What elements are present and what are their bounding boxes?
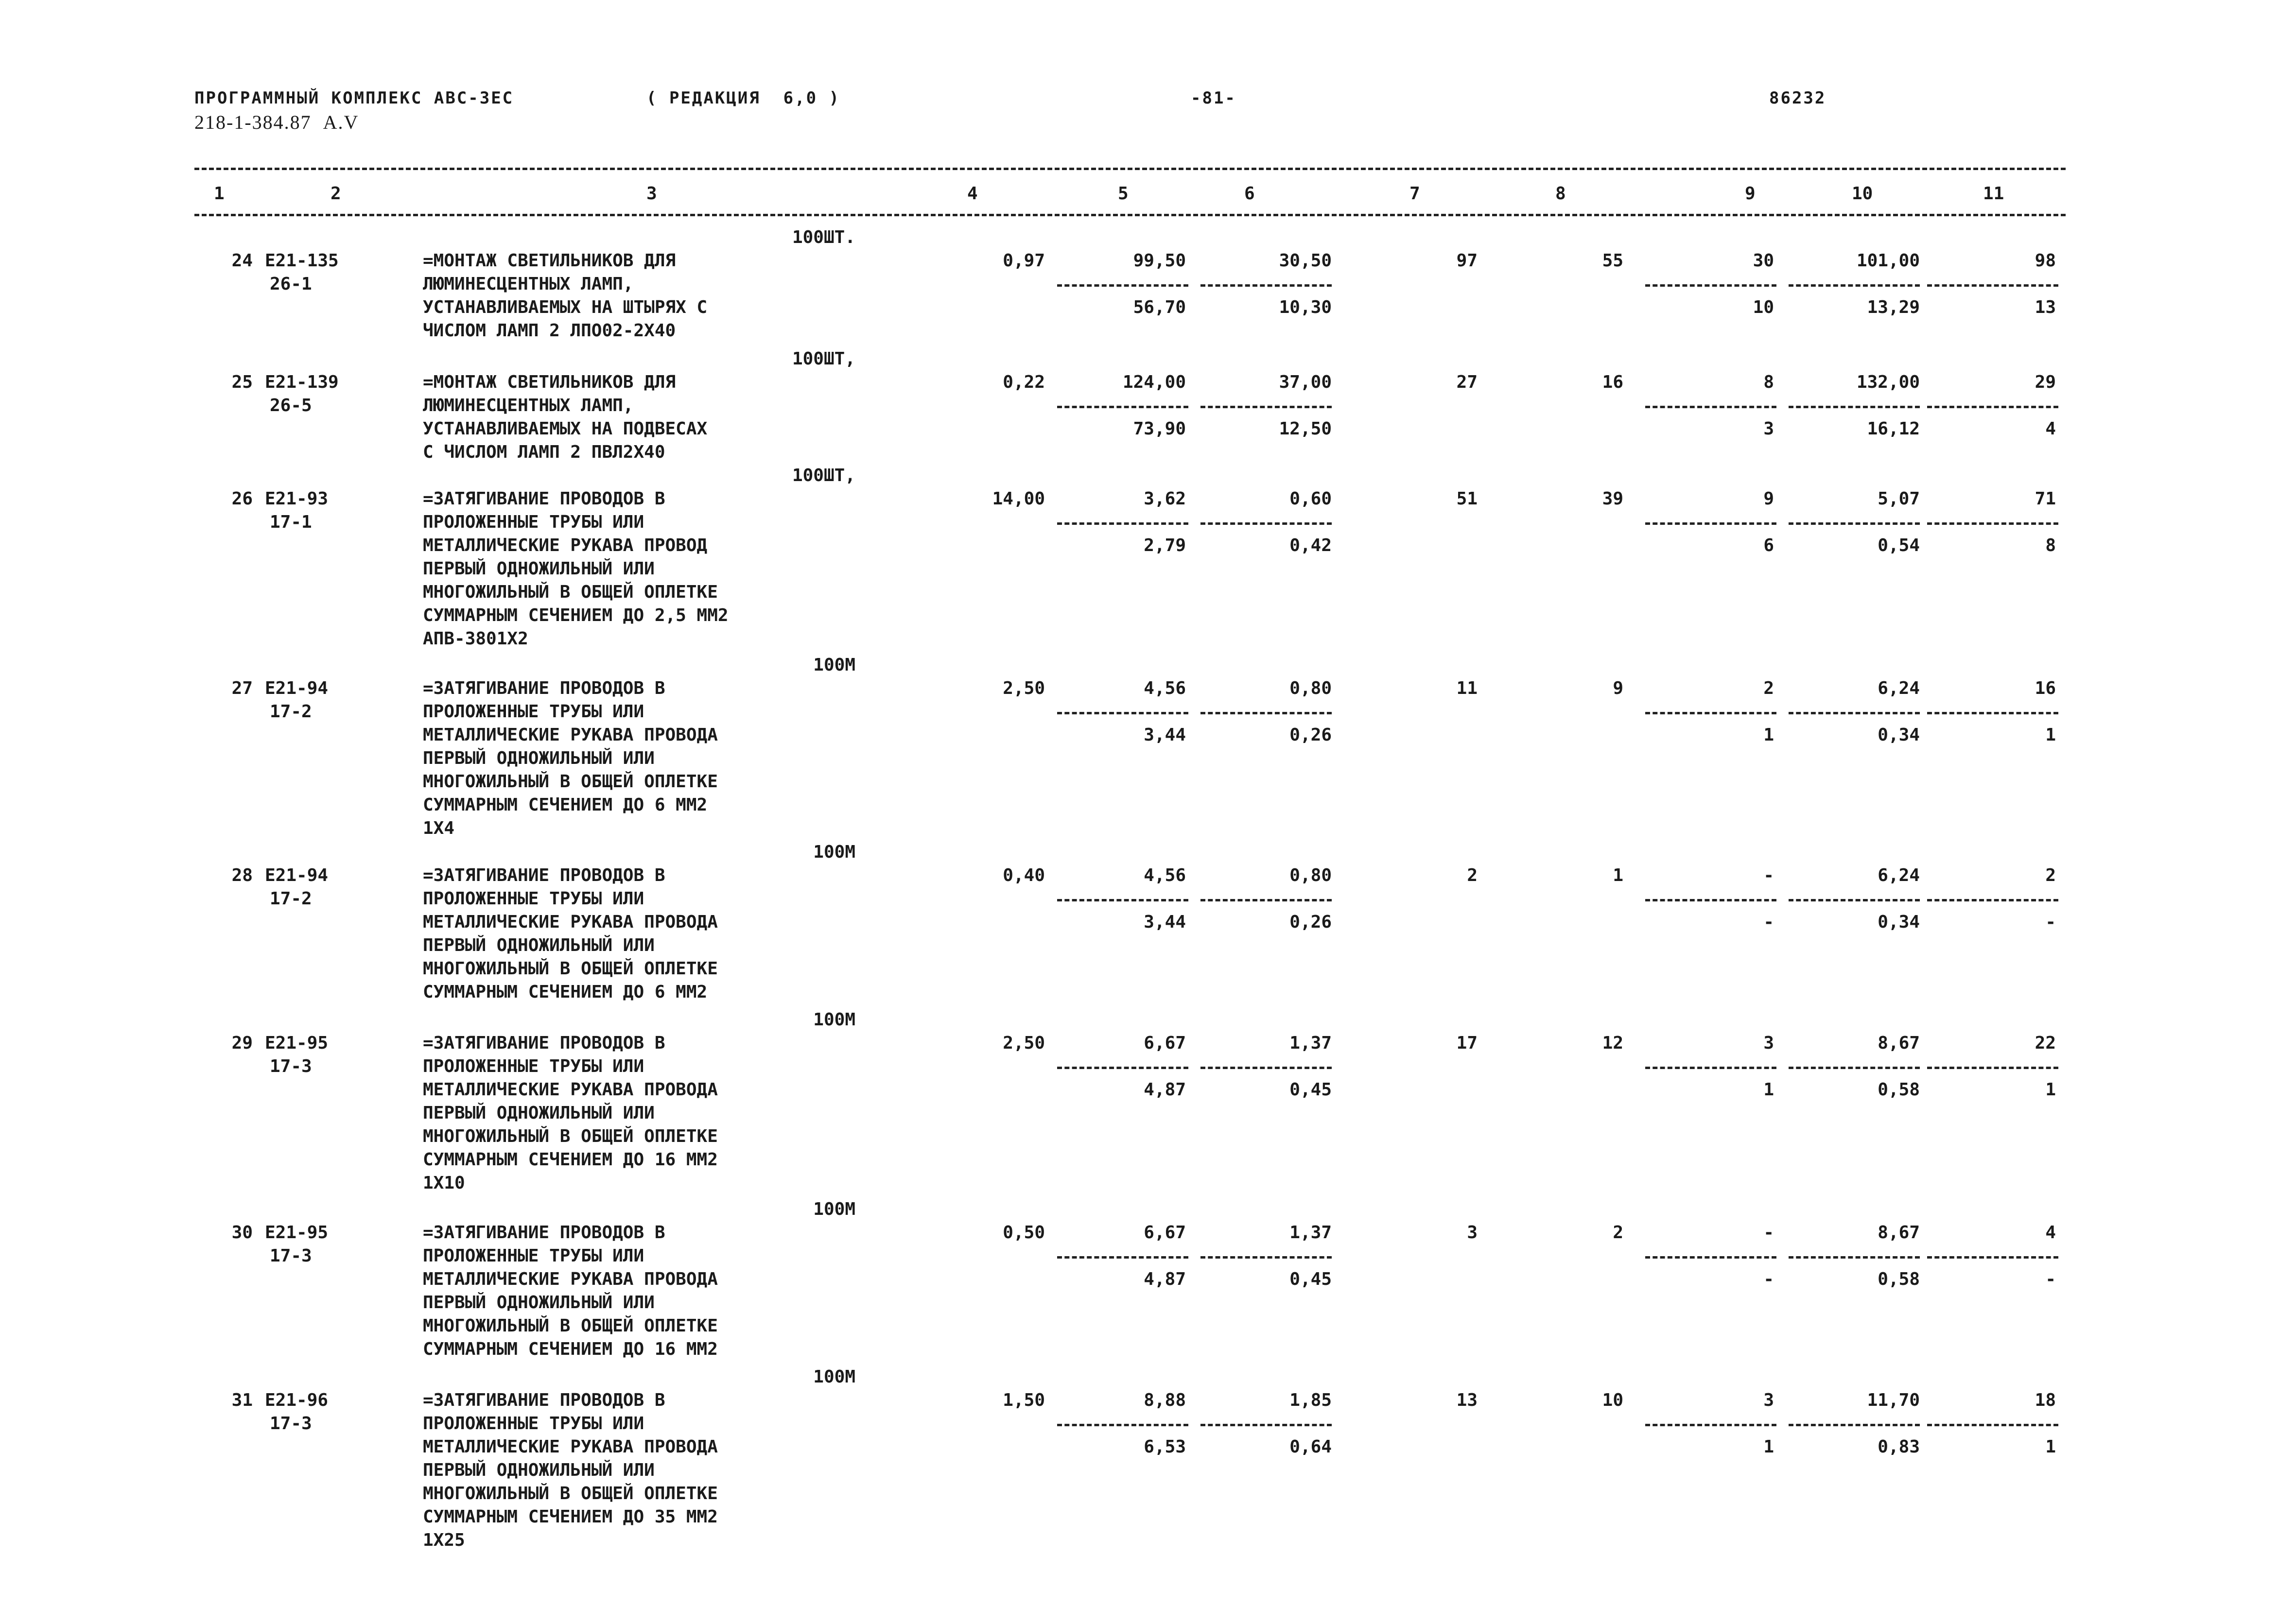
value-separator (1927, 406, 2058, 408)
adjusted-machine-cost: 0,54 (1878, 536, 1920, 555)
header-bottom-rule (194, 214, 2066, 216)
column-number-1: 1 (214, 184, 225, 204)
description-line: МНОГОЖИЛЬНЫЙ В ОБЩЕЙ ОПЛЕТКЕ (423, 1484, 718, 1503)
value-separator (1927, 1067, 2058, 1069)
row-number: 28 (231, 865, 253, 885)
description-line: ПЕРВЫЙ ОДНОЖИЛЬНЫЙ ИЛИ (423, 1460, 655, 1480)
machine-wage: 6 (1763, 536, 1774, 555)
unit-label: 100ШТ. (792, 227, 855, 247)
machine-wage: 3 (1763, 419, 1774, 439)
adjusted-machine-total: 8 (2045, 536, 2056, 555)
adjusted-total: 4 (2045, 1223, 2056, 1243)
adjusted-machine-cost: 0,34 (1878, 912, 1920, 932)
description-line: ПРОЛОЖЕННЫЕ ТРУБЫ ИЛИ (423, 889, 644, 909)
unit-cost-machine-wage: 0,64 (1289, 1437, 1332, 1457)
total-materials: 16 (1602, 372, 1623, 392)
value-separator (1789, 1067, 1920, 1069)
description-line: =МОНТАЖ СВЕТИЛЬНИКОВ ДЛЯ (423, 372, 676, 392)
adjusted-machine-total: - (2045, 1269, 2056, 1289)
row-number: 30 (231, 1223, 253, 1243)
quantity: 1,50 (1003, 1390, 1045, 1410)
description-line: МЕТАЛЛИЧЕСКИЕ РУКАВА ПРОВОДА (423, 1437, 718, 1457)
description-line: ПРОЛОЖЕННЫЕ ТРУБЫ ИЛИ (423, 1246, 644, 1266)
machine-wage: 1 (1763, 1080, 1774, 1100)
unit-cost-machine-wage: 12,50 (1279, 419, 1332, 439)
project-code: 218-1-384.87 А.V (194, 111, 359, 133)
adjusted-unit-cost: 11,70 (1867, 1390, 1920, 1410)
unit-cost-wage: 0,80 (1289, 865, 1332, 885)
value-separator (1789, 406, 1920, 408)
description-line: =ЗАТЯГИВАНИЕ ПРОВОДОВ В (423, 489, 665, 509)
column-number-8: 8 (1555, 184, 1566, 204)
column-number-6: 6 (1244, 184, 1255, 204)
total-wage: 3 (1763, 1390, 1774, 1410)
column-number-4: 4 (967, 184, 978, 204)
rate-code: Е21-95 (265, 1223, 329, 1243)
adjusted-machine-total: 1 (2045, 1437, 2056, 1457)
total-wage: 3 (1763, 1033, 1774, 1053)
value-separator (1200, 1424, 1332, 1426)
value-separator (1789, 1256, 1920, 1259)
description-line: АПВ-3801Х2 (423, 629, 528, 649)
unit-cost-total: 6,67 (1144, 1223, 1186, 1243)
adjusted-machine-total: - (2045, 912, 2056, 932)
adjusted-total: 98 (2035, 251, 2056, 271)
description-line: =ЗАТЯГИВАНИЕ ПРОВОДОВ В (423, 1390, 665, 1410)
total-materials: 12 (1602, 1033, 1623, 1053)
description-line: ПРОЛОЖЕННЫЕ ТРУБЫ ИЛИ (423, 1414, 644, 1434)
value-separator (1057, 712, 1188, 714)
unit-cost-total: 124,00 (1122, 372, 1186, 392)
total-wage: 30 (1753, 251, 1774, 271)
description-line: МЕТАЛЛИЧЕСКИЕ РУКАВА ПРОВОДА (423, 1269, 718, 1289)
description-line: С ЧИСЛОМ ЛАМП 2 ПВЛ2Х40 (423, 442, 665, 462)
total-materials: 1 (1613, 865, 1623, 885)
adjusted-unit-cost: 5,07 (1878, 489, 1920, 509)
unit-cost-machine: 3,44 (1144, 725, 1186, 745)
rate-code: Е21-94 (265, 678, 329, 698)
page-number: -81- (1191, 88, 1236, 108)
column-number-3: 3 (646, 184, 657, 204)
value-separator (1645, 899, 1776, 901)
rate-reference: 17-3 (270, 1246, 312, 1266)
column-number-2: 2 (330, 184, 341, 204)
total-cost: 11 (1456, 678, 1478, 698)
rate-code: Е21-96 (265, 1390, 329, 1410)
value-separator (1927, 712, 2058, 714)
description-line: МЕТАЛЛИЧЕСКИЕ РУКАВА ПРОВОДА (423, 1080, 718, 1100)
total-wage: - (1763, 865, 1774, 885)
column-number-7: 7 (1409, 184, 1420, 204)
header-top-rule (194, 168, 2066, 170)
quantity: 0,22 (1003, 372, 1045, 392)
total-wage: 2 (1763, 678, 1774, 698)
adjusted-machine-cost: 13,29 (1867, 297, 1920, 317)
description-line: =ЗАТЯГИВАНИЕ ПРОВОДОВ В (423, 865, 665, 885)
row-number: 25 (231, 372, 253, 392)
rate-code: Е21-94 (265, 865, 329, 885)
machine-wage: 1 (1763, 725, 1774, 745)
machine-wage: 1 (1763, 1437, 1774, 1457)
description-line: ПЕРВЫЙ ОДНОЖИЛЬНЫЙ ИЛИ (423, 1103, 655, 1123)
value-separator (1057, 899, 1188, 901)
rate-code: Е21-93 (265, 489, 329, 509)
rate-code: Е21-135 (265, 251, 339, 271)
description-line: ПРОЛОЖЕННЫЕ ТРУБЫ ИЛИ (423, 702, 644, 722)
value-separator (1200, 712, 1332, 714)
unit-label: 100М (813, 1367, 855, 1387)
column-number-11: 11 (1983, 184, 2004, 204)
edition-label: ( РЕДАКЦИЯ 6,0 ) (646, 88, 840, 108)
total-materials: 2 (1613, 1223, 1623, 1243)
description-line: МНОГОЖИЛЬНЫЙ В ОБЩЕЙ ОПЛЕТКЕ (423, 959, 718, 979)
description-line: СУММАРНЫМ СЕЧЕНИЕМ ДО 35 ММ2 (423, 1507, 718, 1527)
adjusted-unit-cost: 8,67 (1878, 1033, 1920, 1053)
rate-code: Е21-139 (265, 372, 339, 392)
description-line: ПЕРВЫЙ ОДНОЖИЛЬНЫЙ ИЛИ (423, 748, 655, 768)
value-separator (1927, 1424, 2058, 1426)
total-wage: 8 (1763, 372, 1774, 392)
value-separator (1645, 1067, 1776, 1069)
total-wage: - (1763, 1223, 1774, 1243)
value-separator (1645, 712, 1776, 714)
adjusted-machine-cost: 0,83 (1878, 1437, 1920, 1457)
total-cost: 17 (1456, 1033, 1478, 1053)
adjusted-total: 16 (2035, 678, 2056, 698)
description-line: =ЗАТЯГИВАНИЕ ПРОВОДОВ В (423, 1223, 665, 1243)
adjusted-machine-cost: 0,34 (1878, 725, 1920, 745)
unit-cost-wage: 1,37 (1289, 1223, 1332, 1243)
value-separator (1645, 1256, 1776, 1259)
adjusted-machine-cost: 0,58 (1878, 1080, 1920, 1100)
value-separator (1057, 1256, 1188, 1259)
value-separator (1200, 406, 1332, 408)
value-separator (1057, 522, 1188, 525)
description-line: =МОНТАЖ СВЕТИЛЬНИКОВ ДЛЯ (423, 251, 676, 271)
unit-cost-wage: 0,60 (1289, 489, 1332, 509)
machine-wage: 10 (1753, 297, 1774, 317)
description-line: МНОГОЖИЛЬНЫЙ В ОБЩЕЙ ОПЛЕТКЕ (423, 1316, 718, 1336)
value-separator (1057, 284, 1188, 287)
adjusted-total: 29 (2035, 372, 2056, 392)
value-separator (1789, 522, 1920, 525)
value-separator (1927, 522, 2058, 525)
unit-cost-wage: 1,37 (1289, 1033, 1332, 1053)
rate-reference: 17-2 (270, 889, 312, 909)
description-line: СУММАРНЫМ СЕЧЕНИЕМ ДО 6 ММ2 (423, 795, 708, 815)
description-line: ЛЮМИНЕСЦЕНТНЫХ ЛАМП, (423, 396, 634, 415)
total-materials: 9 (1613, 678, 1623, 698)
total-cost: 13 (1456, 1390, 1478, 1410)
unit-label: 100ШТ, (792, 466, 855, 485)
unit-cost-machine: 2,79 (1144, 536, 1186, 555)
quantity: 0,97 (1003, 251, 1045, 271)
value-separator (1789, 1424, 1920, 1426)
description-line: ПЕРВЫЙ ОДНОЖИЛЬНЫЙ ИЛИ (423, 1293, 655, 1313)
unit-cost-machine: 4,87 (1144, 1080, 1186, 1100)
value-separator (1789, 284, 1920, 287)
unit-cost-total: 99,50 (1133, 251, 1186, 271)
unit-cost-machine: 73,90 (1133, 419, 1186, 439)
rate-reference: 17-3 (270, 1056, 312, 1076)
adjusted-unit-cost: 6,24 (1878, 678, 1920, 698)
value-separator (1057, 1424, 1188, 1426)
total-cost: 3 (1467, 1223, 1478, 1243)
machine-wage: - (1763, 912, 1774, 932)
unit-cost-wage: 0,80 (1289, 678, 1332, 698)
row-number: 24 (231, 251, 253, 271)
row-number: 26 (231, 489, 253, 509)
program-title: ПРОГРАММНЫЙ КОМПЛЕКС АВС-3ЕС (194, 88, 514, 108)
description-line: МНОГОЖИЛЬНЫЙ В ОБЩЕЙ ОПЛЕТКЕ (423, 772, 718, 792)
unit-cost-total: 6,67 (1144, 1033, 1186, 1053)
total-materials: 39 (1602, 489, 1623, 509)
description-line: =ЗАТЯГИВАНИЕ ПРОВОДОВ В (423, 1033, 665, 1053)
description-line: СУММАРНЫМ СЕЧЕНИЕМ ДО 2,5 ММ2 (423, 605, 729, 625)
description-line: ЧИСЛОМ ЛАМП 2 ЛПО02-2Х40 (423, 321, 676, 341)
description-line: ПРОЛОЖЕННЫЕ ТРУБЫ ИЛИ (423, 1056, 644, 1076)
rate-reference: 17-1 (270, 512, 312, 532)
unit-cost-machine: 4,87 (1144, 1269, 1186, 1289)
quantity: 2,50 (1003, 678, 1045, 698)
description-line: МЕТАЛЛИЧЕСКИЕ РУКАВА ПРОВОД (423, 536, 708, 555)
value-separator (1200, 1256, 1332, 1259)
description-line: 1Х25 (423, 1530, 465, 1550)
unit-cost-machine-wage: 0,26 (1289, 725, 1332, 745)
value-separator (1927, 1256, 2058, 1259)
description-line: ПЕРВЫЙ ОДНОЖИЛЬНЫЙ ИЛИ (423, 559, 655, 579)
value-separator (1200, 899, 1332, 901)
rate-code: Е21-95 (265, 1033, 329, 1053)
value-separator (1645, 522, 1776, 525)
adjusted-total: 2 (2045, 865, 2056, 885)
row-number: 29 (231, 1033, 253, 1053)
value-separator (1200, 284, 1332, 287)
unit-cost-machine-wage: 0,42 (1289, 536, 1332, 555)
description-line: СУММАРНЫМ СЕЧЕНИЕМ ДО 16 ММ2 (423, 1150, 718, 1170)
value-separator (1789, 899, 1920, 901)
unit-cost-total: 4,56 (1144, 865, 1186, 885)
unit-cost-machine-wage: 0,45 (1289, 1080, 1332, 1100)
machine-wage: - (1763, 1269, 1774, 1289)
description-line: 1Х4 (423, 818, 455, 838)
value-separator (1645, 284, 1776, 287)
value-separator (1057, 406, 1188, 408)
unit-cost-machine: 56,70 (1133, 297, 1186, 317)
adjusted-machine-total: 4 (2045, 419, 2056, 439)
unit-label: 100М (813, 842, 855, 862)
value-separator (1789, 712, 1920, 714)
description-line: МЕТАЛЛИЧЕСКИЕ РУКАВА ПРОВОДА (423, 912, 718, 932)
rate-reference: 26-5 (270, 396, 312, 415)
quantity: 2,50 (1003, 1033, 1045, 1053)
unit-cost-wage: 30,50 (1279, 251, 1332, 271)
unit-cost-total: 4,56 (1144, 678, 1186, 698)
adjusted-total: 22 (2035, 1033, 2056, 1053)
description-line: ЛЮМИНЕСЦЕНТНЫХ ЛАМП, (423, 274, 634, 294)
description-line: ПЕРВЫЙ ОДНОЖИЛЬНЫЙ ИЛИ (423, 935, 655, 955)
value-separator (1057, 1067, 1188, 1069)
adjusted-machine-total: 1 (2045, 1080, 2056, 1100)
value-separator (1645, 1424, 1776, 1426)
unit-cost-total: 3,62 (1144, 489, 1186, 509)
value-separator (1200, 522, 1332, 525)
unit-label: 100ШТ, (792, 349, 855, 369)
total-cost: 97 (1456, 251, 1478, 271)
adjusted-total: 18 (2035, 1390, 2056, 1410)
total-cost: 51 (1456, 489, 1478, 509)
description-line: СУММАРНЫМ СЕЧЕНИЕМ ДО 6 ММ2 (423, 982, 708, 1002)
value-separator (1927, 284, 2058, 287)
adjusted-unit-cost: 6,24 (1878, 865, 1920, 885)
rate-reference: 26-1 (270, 274, 312, 294)
value-separator (1200, 1067, 1332, 1069)
adjusted-total: 71 (2035, 489, 2056, 509)
row-number: 31 (231, 1390, 253, 1410)
description-line: СУММАРНЫМ СЕЧЕНИЕМ ДО 16 ММ2 (423, 1339, 718, 1359)
quantity: 0,50 (1003, 1223, 1045, 1243)
description-line: МНОГОЖИЛЬНЫЙ В ОБЩЕЙ ОПЛЕТКЕ (423, 1126, 718, 1146)
value-separator (1645, 406, 1776, 408)
unit-label: 100М (813, 1010, 855, 1030)
unit-cost-wage: 1,85 (1289, 1390, 1332, 1410)
adjusted-unit-cost: 101,00 (1856, 251, 1920, 271)
description-line: =ЗАТЯГИВАНИЕ ПРОВОДОВ В (423, 678, 665, 698)
adjusted-machine-cost: 0,58 (1878, 1269, 1920, 1289)
description-line: 1Х10 (423, 1173, 465, 1193)
total-cost: 27 (1456, 372, 1478, 392)
unit-cost-total: 8,88 (1144, 1390, 1186, 1410)
description-line: МНОГОЖИЛЬНЫЙ В ОБЩЕЙ ОПЛЕТКЕ (423, 582, 718, 602)
rate-reference: 17-3 (270, 1414, 312, 1434)
adjusted-machine-cost: 16,12 (1867, 419, 1920, 439)
description-line: УСТАНАВЛИВАЕМЫХ НА ШТЫРЯХ С (423, 297, 708, 317)
description-line: ПРОЛОЖЕННЫЕ ТРУБЫ ИЛИ (423, 512, 644, 532)
row-number: 27 (231, 678, 253, 698)
adjusted-machine-total: 13 (2035, 297, 2056, 317)
quantity: 14,00 (992, 489, 1045, 509)
unit-cost-machine: 3,44 (1144, 912, 1186, 932)
unit-cost-machine: 6,53 (1144, 1437, 1186, 1457)
description-line: МЕТАЛЛИЧЕСКИЕ РУКАВА ПРОВОДА (423, 725, 718, 745)
description-line: УСТАНАВЛИВАЕМЫХ НА ПОДВЕСАХ (423, 419, 708, 439)
rate-reference: 17-2 (270, 702, 312, 722)
total-materials: 10 (1602, 1390, 1623, 1410)
column-number-10: 10 (1852, 184, 1873, 204)
total-materials: 55 (1602, 251, 1623, 271)
adjusted-unit-cost: 8,67 (1878, 1223, 1920, 1243)
unit-cost-wage: 37,00 (1279, 372, 1332, 392)
total-wage: 9 (1763, 489, 1774, 509)
unit-cost-machine-wage: 0,45 (1289, 1269, 1332, 1289)
column-number-9: 9 (1745, 184, 1756, 204)
value-separator (1927, 899, 2058, 901)
unit-cost-machine-wage: 0,26 (1289, 912, 1332, 932)
document-number: 86232 (1769, 88, 1826, 108)
adjusted-unit-cost: 132,00 (1856, 372, 1920, 392)
adjusted-machine-total: 1 (2045, 725, 2056, 745)
quantity: 0,40 (1003, 865, 1045, 885)
unit-label: 100М (813, 655, 855, 675)
unit-label: 100М (813, 1199, 855, 1219)
total-cost: 2 (1467, 865, 1478, 885)
unit-cost-machine-wage: 10,30 (1279, 297, 1332, 317)
column-number-5: 5 (1118, 184, 1129, 204)
